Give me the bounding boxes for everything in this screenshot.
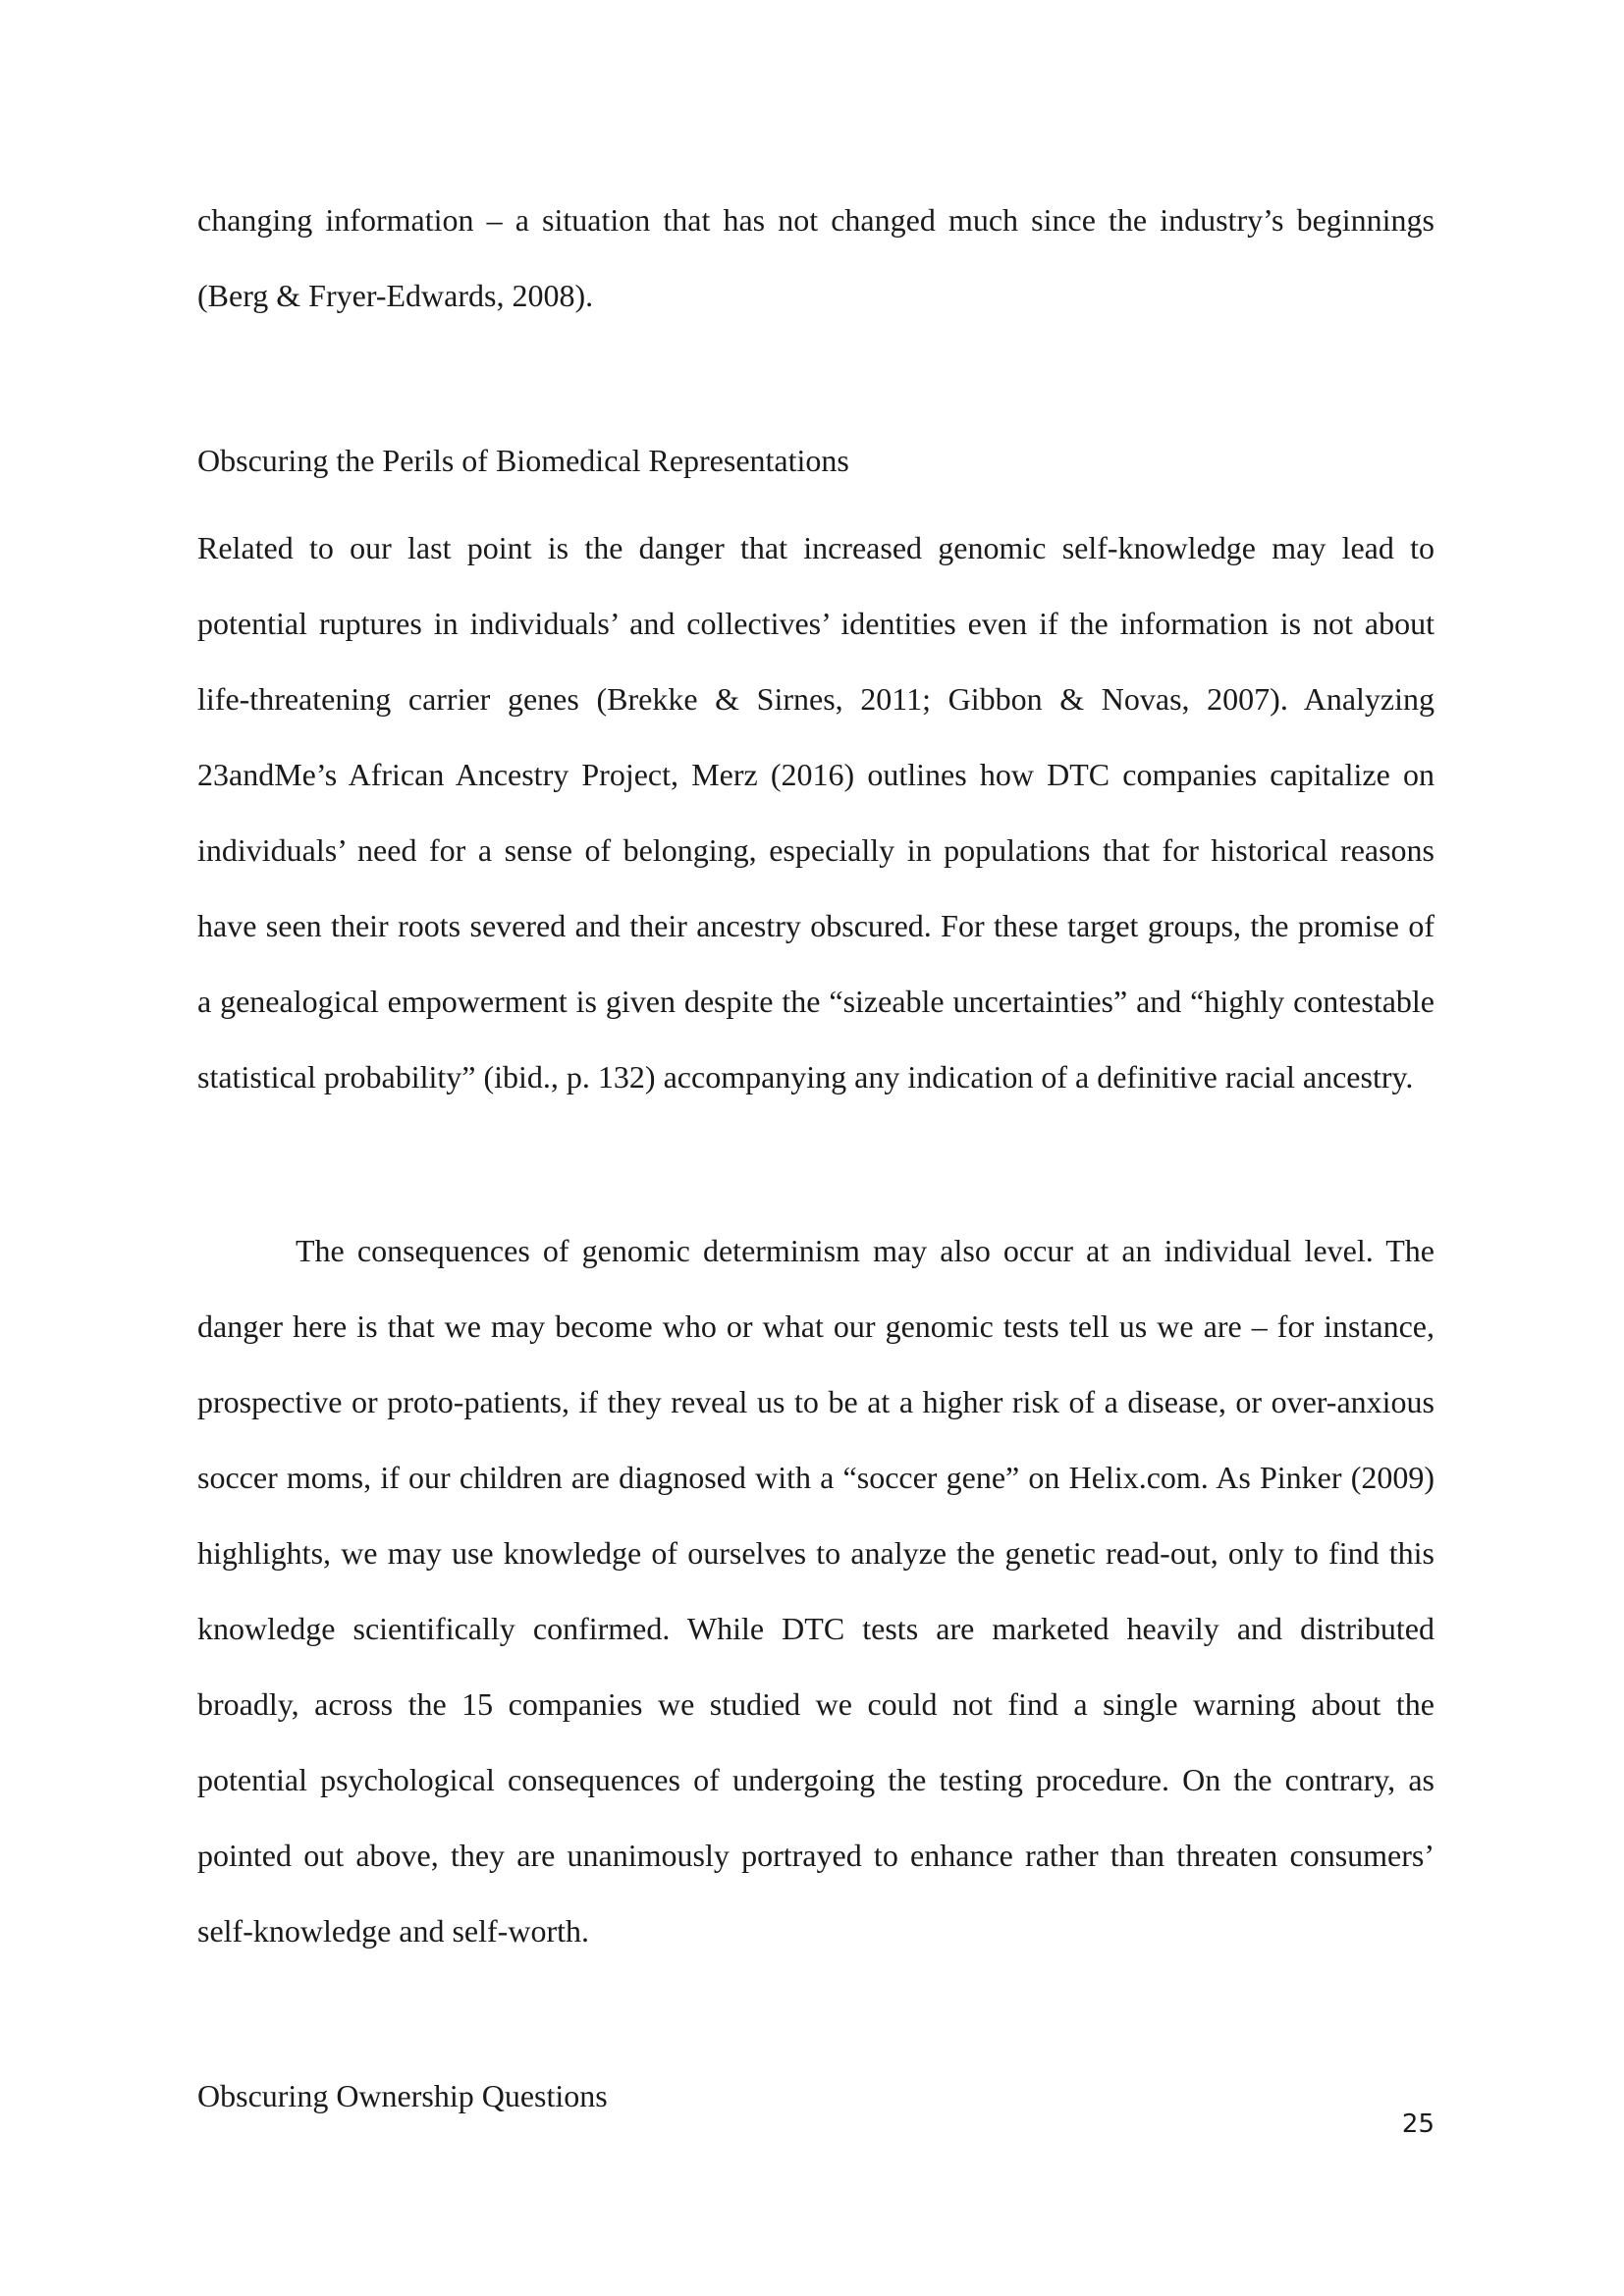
body-paragraph-1: Related to our last point is the danger that increased genomic self-knowledge may lead to potential ruptures in individuals’ and collectives’ identities even if the information is not about life-threatening carrier genes (Brekke & Sirnes, 2011; Gibbon & Novas, 2007). Analyzing 23andMe’s African Ancestry Project, Merz (2016) outlines how DTC companies capitalize on individuals’ need for a sense of belonging, especially in populations that for historical reasons have seen their roots severed and their ancestry obscured. For these target groups, the promise of a genealogical empowerment is given despite the “sizeable uncertainties” and “highly contestable statistical probability” (ibid., p. 132) accompanying any indication of a definitive racial ancestry. <box>197 530 1435 1095</box>
section-heading-ownership-questions: Obscuring Ownership Questions <box>197 2078 608 2113</box>
page-number: 25 <box>1401 2109 1435 2139</box>
section-heading-biomedical-representations: Obscuring the Perils of Biomedical Representations <box>197 443 849 478</box>
body-paragraph-2: The consequences of genomic determinism may also occur at an individual level. The danger here is that we may become who or what our genomic tests tell us we are – for instance, prospective or proto-patients, if they reveal us to be at a higher risk of a disease, or over-anxious soccer moms, if our children are diagnosed with a “soccer gene” on Helix.com. As Pinker (2009) highlights, we may use knowledge of ourselves to analyze the genetic read-out, only to find this knowledge scientifically confirmed. While DTC tests are marketed heavily and distributed broadly, across the 15 companies we studied we could not find a single warning about the potential psychological consequences of undergoing the testing procedure. On the contrary, as pointed out above, they are unanimously portrayed to enhance rather than threaten consumers’ self-knowledge and self-worth. <box>197 1233 1435 1949</box>
continuation-paragraph: changing information – a situation that has not changed much since the industry’s beginnings (Berg & Fryer-Edwards, 2008). <box>197 202 1435 313</box>
